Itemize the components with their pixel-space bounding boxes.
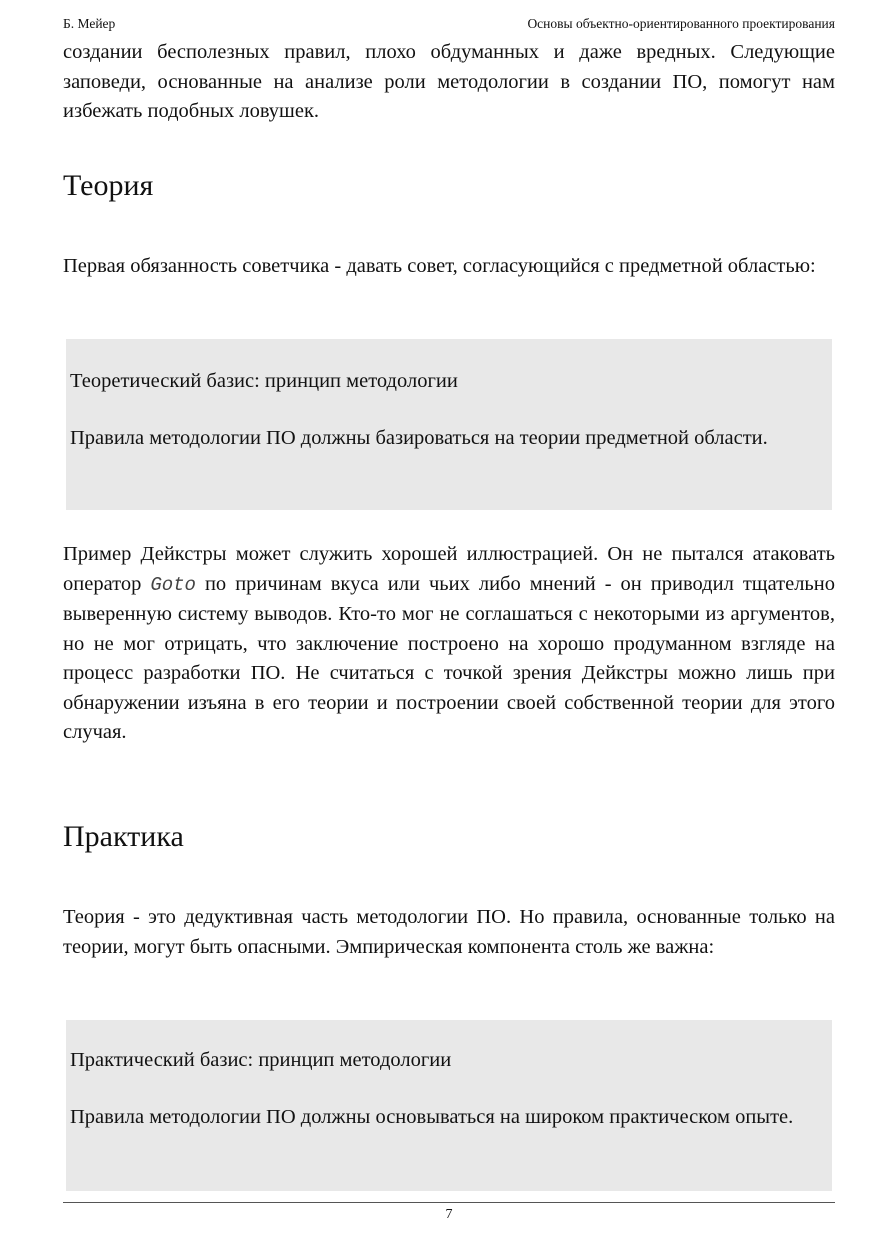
theory-principle-title: Теоретический базис: принцип методологии	[70, 370, 458, 392]
practice-principle-box	[66, 1020, 832, 1191]
theory-lead-paragraph: Первая обязанность советчика - давать совет, согласующийся с предметной областью:	[63, 255, 816, 277]
header-author: Б. Мейер	[63, 16, 116, 31]
practice-principle-title: Практический базис: принцип методологии	[70, 1049, 452, 1071]
header-book-title: Основы объектно-ориентированного проектирования	[527, 16, 835, 31]
section-heading-theory: Теория	[63, 169, 154, 202]
footer-divider	[63, 1202, 835, 1203]
practice-lead-paragraph: Теория - это дедуктивная часть методологии ПО. Но правила, основанные только на теории, могут быть опасными. Эмпирическая компонента столь же важна:	[63, 906, 835, 958]
running-header	[63, 15, 835, 33]
example-text-end: по причинам вкуса или чьих либо мнений - он приводил тщательно выверенную систему выводов. Кто-то мог не соглашаться с некоторыми из аргументов, но не мог отрицать, что заключение построено на хорошо продуманном взгляде на процесс разработки ПО. Не считаться с точкой зрения Дейкстры можно лишь при обнаружении изъяна в его теории и построении своей собственной теории для этого случая.	[63, 572, 835, 743]
goto-code: Goto	[150, 573, 196, 596]
section-heading-practice: Практика	[63, 820, 184, 853]
example-text-start: Пример Дейкстры может служить хорошей иллюстрацией. Он не пытался атаковать оператор	[63, 543, 835, 595]
theory-principle-box	[66, 339, 832, 510]
page-number: 7	[445, 1207, 453, 1222]
document-page	[63, 0, 835, 1241]
intro-paragraph: создании бесполезных правил, плохо обдуманных и даже вредных. Следующие заповеди, основанные на анализе роли методологии в создании ПО, помогут нам избежать подобных ловушек.	[63, 41, 835, 122]
dijkstra-example-paragraph	[63, 540, 835, 748]
practice-principle-text: Правила методологии ПО должны основываться на широком практическом опыте.	[70, 1106, 794, 1128]
theory-principle-text: Правила методологии ПО должны базироваться на теории предметной области.	[70, 427, 768, 449]
